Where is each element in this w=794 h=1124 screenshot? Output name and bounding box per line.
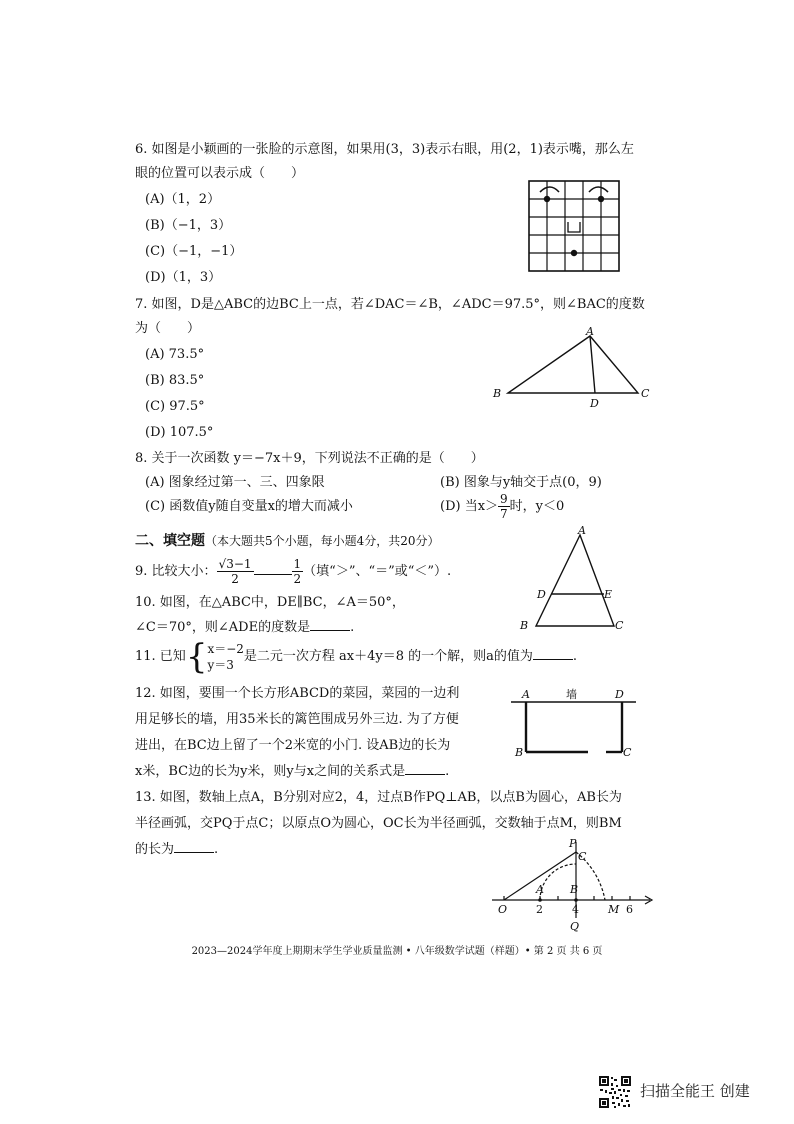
- q12-stem-line3: 进出，在BC边上留了一个2米宽的小门. 设AB边的长为: [135, 738, 451, 753]
- q9-fraction-left-num: √3−1: [218, 557, 252, 571]
- q8-option-a: (A) 图象经过第一、三、四象限: [145, 475, 325, 490]
- q6-option-a: (A)（1，2）: [145, 192, 221, 207]
- q12-line4-end: .: [445, 764, 450, 779]
- q11-stem: [135, 638, 577, 676]
- q10-label-b: B: [520, 619, 529, 632]
- q9-fraction-right-num: 1: [293, 557, 302, 571]
- q11-brace: {: [185, 636, 208, 677]
- q13-stem-line1: 13. 如图，数轴上点A，B分别对应2，4，过点B作PQ⊥AB，以点B为圆心，AB长为: [135, 790, 622, 805]
- q6-option-c: (C)（−1，−1）: [145, 244, 243, 259]
- q7-label-b: B: [493, 387, 502, 400]
- q9-fraction-right-den: 2: [293, 572, 302, 586]
- q8-option-b: (B) 图象与y轴交于点(0，9): [440, 475, 602, 490]
- q10-line2-text: ∠C＝70°，则∠ADE的度数是: [135, 620, 311, 635]
- q10-label-c: C: [615, 619, 624, 632]
- q13-tick-4: 4: [572, 903, 579, 916]
- page-footer: 2023—2024学年度上期期末学生学业质量监测 • 八年级数学试题（样题）• 第 2 页 共 6 页: [191, 946, 603, 957]
- q10-label-a: A: [578, 524, 586, 537]
- q7-option-d: (D) 107.5°: [145, 425, 214, 440]
- q7-stem-line2: 为（ ）: [135, 321, 201, 336]
- q7-label-d: D: [590, 397, 599, 410]
- q12-answer-blank[interactable]: [405, 774, 445, 775]
- q9-prefix: 9. 比较大小：: [135, 564, 217, 579]
- q6-option-d: (D)（1，3）: [145, 270, 222, 285]
- q13-label-a: A: [536, 883, 544, 896]
- q8-option-d: [440, 492, 564, 522]
- q12-stem-line1: 12. 如图，要围一个长方形ABCD的菜园，菜园的一边利: [135, 686, 460, 701]
- q8-stem: 8. 关于一次函数 y＝−7x＋9，下列说法不正确的是（ ）: [135, 451, 484, 466]
- section-2-note: （本大题共5个小题，每小题4分，共20分）: [205, 534, 440, 548]
- q13-label-o: O: [498, 903, 508, 916]
- q13-tick-2: 2: [536, 903, 543, 916]
- q12-label-c: C: [623, 746, 632, 759]
- q11-prefix: 11. 已知: [135, 649, 186, 664]
- q11-answer-blank[interactable]: [533, 659, 573, 660]
- q7-triangle-figure: [490, 325, 660, 410]
- q13-number-line-figure: [490, 838, 660, 933]
- q13-label-b: B: [570, 883, 579, 896]
- q13-stem-line2: 半径画弧，交PQ于点C；以原点O为圆心，OC长为半径画弧，交数轴于点M，则BM: [135, 816, 622, 831]
- q9-fraction-right: [292, 557, 304, 586]
- q10-stem-line2: [135, 619, 354, 637]
- qr-code-icon: [598, 1075, 632, 1109]
- q13-label-q: Q: [570, 920, 580, 933]
- q9-fraction-left-den: 2: [231, 572, 239, 586]
- q10-label-d: D: [537, 588, 546, 601]
- q6-option-b: (B)（−1，3）: [145, 218, 232, 233]
- q13-tick-6: 6: [626, 903, 633, 916]
- q7-label-c: C: [641, 387, 650, 400]
- q9-stem: [135, 555, 451, 589]
- q13-label-m: M: [608, 903, 620, 916]
- q13-stem-line3: [135, 841, 218, 859]
- q6-stem-line2: 眼的位置可以表示成（ ）: [135, 166, 305, 181]
- section-2-heading: [135, 532, 440, 551]
- section-2-title: 二、填空题: [135, 533, 205, 549]
- q10-triangle-figure: [518, 524, 628, 635]
- q13-answer-blank[interactable]: [174, 852, 214, 853]
- q13-label-p: P: [569, 837, 577, 850]
- q10-label-e: E: [604, 588, 613, 601]
- camscanner-label: 扫描全能王 创建: [640, 1082, 750, 1100]
- q10-answer-blank[interactable]: [310, 630, 350, 631]
- q12-label-a: A: [522, 688, 530, 701]
- q12-stem-line2: 用足够长的墙，用35米长的篱笆围成另外三边. 为了方便: [135, 712, 459, 727]
- q8-option-d-suffix: 时，y＜0: [509, 499, 565, 514]
- q8-fraction-denominator: 7: [500, 507, 508, 521]
- q6-face-grid-figure: [528, 180, 620, 272]
- q12-label-wall: 墙: [566, 688, 577, 701]
- q12-stem-line4: [135, 763, 449, 781]
- q11-system: [207, 641, 243, 673]
- q12-label-b: B: [515, 746, 524, 759]
- q9-answer-blank[interactable]: [254, 574, 292, 575]
- q13-label-c: C: [578, 850, 587, 863]
- q6-stem-line1: 6. 如图是小颖画的一张脸的示意图，如果用(3，3)表示右眼，用(2，1)表示嘴，那么左: [135, 142, 634, 157]
- q13-line3-end: .: [214, 842, 219, 857]
- q7-option-a: (A) 73.5°: [145, 347, 205, 362]
- q7-label-a: A: [586, 325, 594, 338]
- q8-fraction-numerator: 9: [500, 492, 508, 506]
- q10-line2-end: .: [350, 620, 355, 635]
- q12-line4-text: x米，BC边的长为y米，则y与x之间的关系式是: [135, 764, 406, 779]
- q11-eq-x: x＝−2: [207, 641, 244, 656]
- q8-option-c: (C) 函数值y随自变量x的增大而减小: [145, 499, 353, 514]
- q9-fraction-left: [217, 557, 254, 586]
- q11-text: 是二元一次方程 ax＋4y＝8 的一个解，则a的值为: [243, 649, 533, 664]
- q8-option-d-prefix: (D) 当x＞: [440, 499, 499, 514]
- q11-eq-y: y＝3: [207, 657, 234, 672]
- q7-option-c: (C) 97.5°: [145, 399, 205, 414]
- q10-stem-line1: 10. 如图，在△ABC中，DE∥BC，∠A＝50°，: [135, 595, 405, 610]
- q9-suffix: （填“＞”、“＝”或“＜”）.: [303, 564, 452, 579]
- q12-label-d: D: [615, 688, 624, 701]
- q7-stem-line1: 7. 如图，D是△ABC的边BC上一点，若∠DAC＝∠B，∠ADC＝97.5°，则∠BAC的度数: [135, 297, 645, 312]
- q12-garden-figure: [508, 688, 643, 760]
- q7-option-b: (B) 83.5°: [145, 373, 205, 388]
- q13-line3-text: 的长为: [135, 842, 175, 857]
- q11-end: .: [572, 649, 578, 664]
- q8-option-d-fraction: [498, 492, 510, 521]
